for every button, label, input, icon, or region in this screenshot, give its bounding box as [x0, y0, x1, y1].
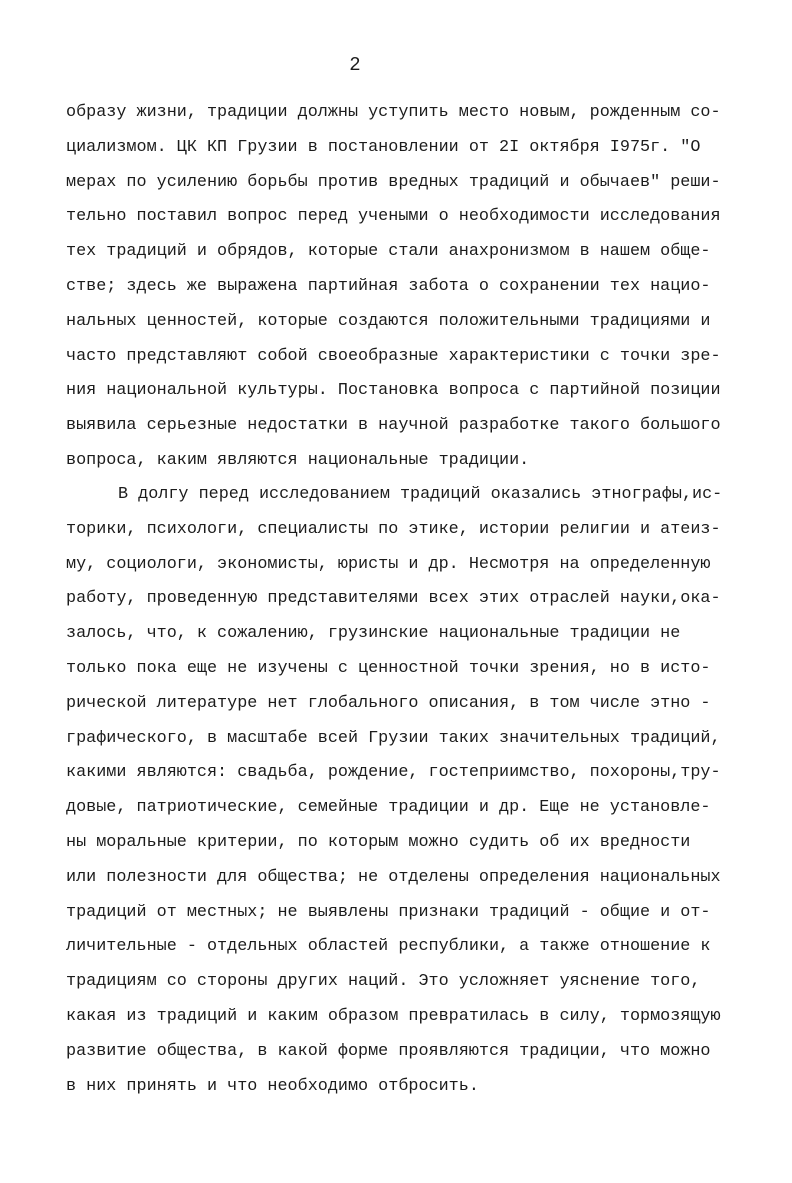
text-line: образу жизни, традиции должны уступить место новым, рожденным со-	[66, 103, 721, 122]
paragraph-2	[66, 478, 766, 1104]
text-line: му, социологи, экономисты, юристы и др. Несмотря на определенную	[66, 554, 711, 574]
text-line: В долгу перед исследованием традиций оказались этнографы,ис-	[118, 485, 723, 504]
text-line: нальных ценностей, которые создаются положительными традициями и	[66, 311, 711, 331]
text-line: личительные - отдельных областей республики, а также отношение к	[66, 937, 711, 957]
text-line: в них принять и что необходимо отбросить.	[66, 1076, 479, 1096]
text-line: часто представляют собой своеобразные характеристики с точки зре-	[66, 346, 721, 366]
text-line: только пока еще не изучены с ценностной точки зрения, но в исто-	[66, 658, 711, 678]
text-line: рической литературе нет глобального описания, в том числе этно -	[66, 693, 711, 713]
paragraph-1	[66, 96, 766, 479]
text-line: работу, проведенную представителями всех этих отраслей науки,ока-	[66, 589, 721, 609]
text-line: довые, патриотические, семейные традиции и др. Еще не установле-	[66, 798, 711, 818]
text-line: стве; здесь же выражена партийная забота о сохранении тех нацио-	[66, 276, 711, 296]
text-line: традициям со стороны других наций. Это усложняет уяснение того,	[66, 972, 701, 992]
text-line: или полезности для общества; не отделены определения национальных	[66, 867, 721, 887]
text-line: развитие общества, в какой форме проявляются традиции, что можно	[66, 1041, 711, 1061]
text-line: тех традиций и обрядов, которые стали анахронизмом в нашем обще-	[66, 242, 711, 262]
text-line: выявила серьезные недостатки в научной разработке такого большого	[66, 416, 721, 436]
text-line: какая из традиций и каким образом превратилась в силу, тормозящую	[66, 1006, 721, 1026]
text-line: мерах по усилению борьбы против вредных традиций и обычаев" реши-	[66, 172, 721, 192]
text-line: циализмом. ЦК КП Грузии в постановлении от 2I октября I975г. "О	[66, 137, 701, 157]
text-line: залось, что, к сожалению, грузинские национальные традиции не	[66, 624, 681, 644]
text-line: какими являются: свадьба, рождение, гостеприимство, похороны,тру-	[66, 763, 721, 783]
text-line: ны моральные критерии, по которым можно судить об их вредности	[66, 832, 691, 852]
text-line: графического, в масштабе всей Грузии таких значительных традиций,	[66, 728, 721, 748]
text-line: ния национальной культуры. Постановка вопроса с партийной позиции	[66, 381, 721, 401]
text-line: тельно поставил вопрос перед учеными о необходимости исследования	[66, 207, 721, 227]
text-line: вопроса, каким являются национальные традиции.	[66, 450, 530, 470]
text-line: торики, психологи, специалисты по этике, истории религии и атеиз-	[66, 519, 721, 539]
page-number: 2	[349, 54, 361, 76]
text-line: традиций от местных; не выявлены признаки традиций - общие и от-	[66, 902, 711, 922]
